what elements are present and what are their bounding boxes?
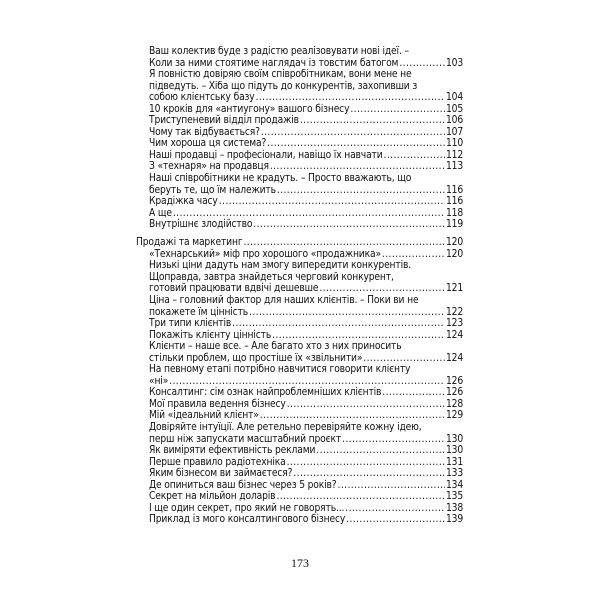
dot-leader — [232, 318, 445, 330]
toc-entry-title-line: Я повністю довіряю своїм співробітникам, вони мене не — [149, 69, 412, 81]
toc-entry-title-line: Як виміряти ефективність реклами — [149, 445, 316, 457]
dot-leader — [287, 399, 445, 411]
toc-entry-row — [149, 445, 463, 457]
toc-entry — [136, 503, 463, 515]
toc-entry — [136, 161, 463, 173]
toc-page-number: 118 — [445, 207, 463, 219]
dot-leader — [363, 353, 445, 365]
toc-entry — [136, 219, 463, 231]
toc-entry-row — [149, 503, 463, 515]
toc-page-number: 110 — [445, 138, 463, 150]
toc-entry-title-line: Ціна – головний фактор для наших клієнтів. – Поки ви не — [149, 294, 419, 306]
toc-entry-row — [149, 283, 463, 295]
dot-leader — [384, 150, 445, 162]
toc-entry-title-line: Чим хороша ця система? — [149, 138, 267, 150]
dot-leader — [319, 283, 445, 295]
toc-entry-row — [149, 318, 463, 330]
toc-entry-row — [149, 376, 463, 388]
dot-leader — [243, 237, 444, 249]
toc-entry — [136, 399, 463, 411]
toc-entry — [136, 127, 463, 139]
toc-page-number: 133 — [445, 468, 463, 480]
toc-entry — [136, 173, 463, 196]
toc-page-number: 123 — [445, 318, 463, 330]
dot-leader — [276, 491, 445, 503]
toc-entry-title-line: покажете їм цінність — [149, 306, 249, 318]
toc-page-number: 135 — [445, 491, 463, 503]
toc-entry-title-line: Мій «ідеальний клієнт» — [149, 410, 259, 422]
toc-page-number: 126 — [445, 387, 463, 399]
toc-entry — [136, 249, 463, 261]
toc-entry — [136, 138, 463, 150]
toc-entry-title-line: На певному етапі потрібно навчитися говорити клієнту — [149, 364, 411, 376]
toc-entry-title-line: Консалтинг: сім ознак найпроблемніших клієнтів — [149, 387, 382, 399]
table-of-contents — [136, 46, 463, 526]
toc-entry — [136, 457, 463, 469]
toc-entry-title-line: 10 кроків для «антиугону» вашого бізнесу — [149, 103, 350, 115]
dot-leader — [342, 434, 445, 446]
toc-page-number: 124 — [445, 352, 463, 364]
toc-entry — [136, 295, 463, 318]
dot-leader — [316, 445, 445, 457]
dot-leader — [173, 208, 445, 220]
toc-entry-row — [149, 185, 463, 197]
toc-entry — [136, 69, 463, 104]
toc-page-number: 105 — [445, 103, 463, 115]
dot-leader — [256, 92, 445, 104]
toc-entry-row — [136, 237, 463, 249]
dot-leader — [261, 127, 445, 139]
toc-entry — [136, 341, 463, 364]
toc-entry-title-line: Коли за ними стоятиме наглядач із товстим батогом — [149, 57, 399, 69]
toc-page-number: 112 — [445, 149, 463, 161]
toc-entry-row — [149, 161, 463, 173]
toc-page-number: 103 — [445, 57, 463, 69]
toc-entry-row — [149, 127, 463, 139]
toc-entry-title-line: беруть те, що їм належить — [149, 184, 276, 196]
toc-entry-row — [149, 249, 463, 261]
toc-entry-title-line: Наші продавці – професіонали, навіщо їх навчати — [149, 149, 383, 161]
toc-page-number: 104 — [445, 92, 463, 104]
toc-page-number: 116 — [445, 184, 463, 196]
toc-entry-row — [149, 150, 463, 162]
toc-entry-title-line: Мої правила ведення бізнесу — [149, 398, 286, 410]
toc-page-number: 107 — [445, 126, 463, 138]
toc-entry-row — [149, 104, 463, 116]
dot-leader — [350, 104, 445, 116]
toc-entry-row — [149, 208, 463, 220]
toc-entry-title-line: перш ніж запускати масштабний проєкт — [149, 433, 342, 445]
toc-entry — [136, 422, 463, 445]
toc-entry-row — [149, 138, 463, 150]
toc-entry-title-line: Де опиниться ваш бізнес через 5 років? — [149, 479, 337, 491]
toc-page-number: 122 — [445, 306, 463, 318]
dot-leader — [260, 410, 445, 422]
toc-page-number: 126 — [445, 375, 463, 387]
dot-leader — [293, 468, 445, 480]
toc-page-number: 128 — [445, 398, 463, 410]
toc-entry-title-line: Ваш колектив буде з радістю реалізовувати нові ідеї. – — [149, 46, 409, 57]
toc-page-number: 130 — [445, 433, 463, 445]
toc-entry-title-line: Секрет на мільйон доларів — [149, 491, 276, 503]
toc-entry — [136, 196, 463, 208]
dot-leader — [346, 514, 445, 526]
toc-entry-title-line: Покажіть клієнту цінність — [149, 329, 272, 341]
toc-entry — [136, 318, 463, 330]
toc-entry-title-line: Низькі ціни дадуть нам змогу випередити конкурентів. — [149, 260, 411, 272]
toc-section — [136, 237, 463, 526]
toc-entry-row — [149, 330, 463, 342]
toc-entry-row — [149, 58, 463, 70]
dot-leader — [287, 457, 445, 469]
toc-entry-title-line: Наші співробітники не крадуть. – Просто вважають, що — [149, 173, 412, 185]
dot-leader — [253, 219, 445, 231]
toc-entry-row — [149, 387, 463, 399]
toc-entry-row — [149, 92, 463, 104]
toc-entry-title-line: Приклад із мого консалтингового бізнесу — [149, 514, 346, 526]
toc-section-heading — [136, 237, 463, 249]
toc-page-number: 139 — [445, 514, 463, 526]
toc-page-number: 124 — [445, 329, 463, 341]
dot-leader — [270, 161, 445, 173]
dot-leader — [300, 115, 445, 127]
toc-entry — [136, 468, 463, 480]
dot-leader — [267, 138, 445, 150]
toc-entry — [136, 514, 463, 526]
toc-entry — [136, 260, 463, 295]
toc-entry-title-line: Продажі та маркетинг — [136, 237, 243, 249]
toc-entry — [136, 208, 463, 220]
dot-leader — [399, 58, 445, 70]
toc-entry — [136, 387, 463, 399]
toc-page-number: 116 — [445, 196, 463, 208]
toc-page-number: 113 — [445, 161, 463, 173]
toc-entry-title-line: З «технаря» на продавця — [149, 161, 269, 173]
toc-entry-row — [149, 457, 463, 469]
toc-entry-title-line: Довіряйте інтуїції. Але ретельно перевіряйте кожну ідею, — [149, 422, 422, 433]
toc-entry — [136, 46, 463, 69]
toc-entry-row — [149, 491, 463, 503]
toc-entry-row — [149, 115, 463, 127]
toc-entry-title-line: підведуть. – Хіба що підуть до конкурентів, захопивши з — [149, 80, 418, 92]
dot-leader — [249, 307, 445, 319]
toc-entry-title-line: І ще один секрет, про який не говорять... — [149, 502, 345, 514]
toc-entry-title-line: Чому так відбувається? — [149, 126, 260, 138]
dot-leader — [382, 387, 445, 399]
toc-entry — [136, 104, 463, 116]
toc-entry-row — [149, 353, 463, 365]
toc-entry — [136, 330, 463, 342]
toc-entry-title-line: Три типи клієнтів — [149, 318, 232, 330]
toc-entry-row — [149, 480, 463, 492]
toc-entry-title-line: собою клієнтську базу — [149, 92, 255, 104]
toc-entry — [136, 491, 463, 503]
toc-entry-title-line: готовий працювати вдвічі дешевше — [149, 283, 319, 295]
dot-leader — [169, 376, 445, 388]
toc-page-number: 134 — [445, 479, 463, 491]
toc-entry — [136, 364, 463, 387]
toc-entry-title-line: Клієнти – наше все. – Але багато хто з них приносить — [149, 341, 402, 353]
toc-page-number: 130 — [445, 445, 463, 457]
toc-entry-title-line: А ще — [149, 207, 172, 219]
toc-entry-title-line: Внутрішнє злодійство — [149, 219, 253, 231]
toc-page-number: 131 — [445, 456, 463, 468]
toc-section — [136, 46, 463, 231]
dot-leader — [345, 503, 445, 515]
toc-entry-title-line: Крадіжка часу — [149, 196, 218, 208]
page-number: 173 — [291, 556, 309, 570]
toc-entry-title-line: Перше правило радіотехніка — [149, 456, 286, 468]
toc-entry — [136, 480, 463, 492]
toc-page-number: 138 — [445, 502, 463, 514]
dot-leader — [272, 330, 445, 342]
toc-entry — [136, 115, 463, 127]
toc-entry — [136, 445, 463, 457]
dot-leader — [219, 196, 445, 208]
toc-page-number: 129 — [445, 410, 463, 422]
dot-leader — [382, 249, 445, 261]
toc-entry — [136, 410, 463, 422]
toc-page-number: 120 — [445, 248, 463, 260]
dot-leader — [338, 480, 445, 492]
toc-entry-row — [149, 468, 463, 480]
toc-entry-row — [149, 307, 463, 319]
toc-entry-row — [149, 410, 463, 422]
toc-entry-title-line: Триступеневий відділ продажів — [149, 115, 299, 127]
toc-entry-row — [149, 434, 463, 446]
toc-entry-row — [149, 399, 463, 411]
toc-page-number: 119 — [445, 219, 463, 231]
toc-entry-title-line: Яким бізнесом ви займаєтеся? — [149, 468, 293, 480]
toc-entry-title-line: «ні» — [149, 375, 169, 387]
toc-page-number: 106 — [445, 115, 463, 127]
toc-entry-title-line: стільки проблем, що простіше їх «звільнити» — [149, 352, 363, 364]
toc-entry-title-line: «Технарський» міф про хорошого «продажника» — [149, 248, 381, 260]
toc-entry-title-line: Щоправда, завтра знайдеться черговий конкурент, — [149, 271, 394, 283]
toc-page-number: 121 — [445, 283, 463, 295]
dot-leader — [277, 185, 445, 197]
toc-entry — [136, 150, 463, 162]
toc-page-number: 120 — [445, 237, 463, 249]
toc-entry-row — [149, 514, 463, 526]
toc-entry-row — [149, 219, 463, 231]
toc-entry-row — [149, 196, 463, 208]
